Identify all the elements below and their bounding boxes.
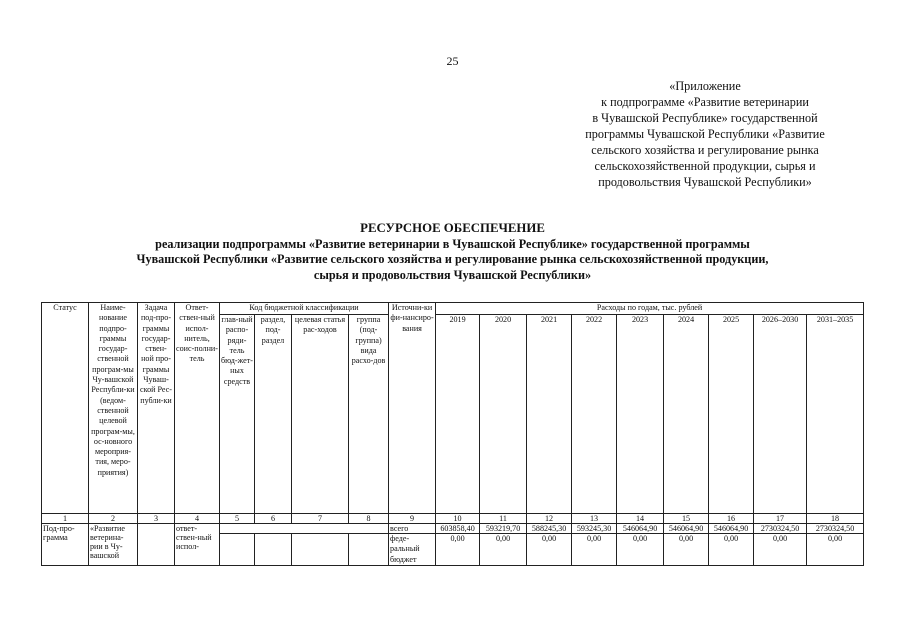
header-year: 2023 — [617, 315, 664, 514]
header-year: 2025 — [709, 315, 754, 514]
header-budget-code: Код бюджетной классификации — [220, 303, 389, 315]
column-number: 12 — [527, 514, 572, 524]
row-value: 593245,30 — [572, 524, 617, 534]
title-line: реализации подпрограммы «Развитие ветеринарии в Чувашской Республике» государственной программы — [155, 236, 750, 251]
column-number: 11 — [480, 514, 527, 524]
row-value: 0,00 — [664, 534, 709, 566]
appendix-line: программы Чувашской Республики «Развитие — [585, 127, 825, 141]
row-value: 0,00 — [807, 534, 864, 566]
row-source: всего — [389, 524, 436, 534]
row-value: 0,00 — [754, 534, 807, 566]
row-value: 2730324,50 — [754, 524, 807, 534]
column-number: 13 — [572, 514, 617, 524]
header-code-section: раздел, под-раздел — [255, 315, 292, 514]
header-year: 2031–2035 — [807, 315, 864, 514]
column-number: 17 — [754, 514, 807, 524]
header-year: 2020 — [480, 315, 527, 514]
column-number: 16 — [709, 514, 754, 524]
column-number: 4 — [175, 514, 220, 524]
row-value: 546064,90 — [709, 524, 754, 534]
column-number: 14 — [617, 514, 664, 524]
row-value: 0,00 — [617, 534, 664, 566]
column-number: 1 — [42, 514, 89, 524]
title-line: сырья и продовольствия Чувашской Республики» — [313, 267, 592, 282]
row-value: 0,00 — [709, 534, 754, 566]
document-title — [0, 221, 905, 283]
row-code-empty — [220, 524, 389, 534]
row-status: Под-про-грамма — [42, 524, 89, 566]
header-code-expense-group: группа (под-группа) вида расхо-дов — [349, 315, 389, 514]
column-number-row — [42, 514, 864, 524]
table-row — [42, 524, 864, 534]
row-value: 0,00 — [572, 534, 617, 566]
appendix-line: к подпрограмме «Развитие ветеринарии — [601, 95, 809, 109]
header-year: 2026–2030 — [754, 315, 807, 514]
column-number: 18 — [807, 514, 864, 524]
appendix-line: в Чувашской Республике» государственной — [592, 111, 818, 125]
row-responsible: ответ-ствен-ный испол- — [175, 524, 220, 566]
header-year: 2024 — [664, 315, 709, 514]
header-year: 2022 — [572, 315, 617, 514]
row-source: феде-ральный бюджет — [389, 534, 436, 566]
column-number: 5 — [220, 514, 255, 524]
row-code-cell — [220, 534, 255, 566]
row-value: 0,00 — [527, 534, 572, 566]
row-value: 603858,40 — [436, 524, 480, 534]
row-value: 546064,90 — [664, 524, 709, 534]
resource-table — [41, 302, 864, 566]
row-value: 0,00 — [436, 534, 480, 566]
row-value: 0,00 — [480, 534, 527, 566]
appendix-line: сельского хозяйства и регулирование рынка — [591, 143, 819, 157]
header-status: Статус — [42, 303, 89, 514]
column-number: 7 — [292, 514, 349, 524]
row-code-cell — [255, 534, 292, 566]
row-value: 546064,90 — [617, 524, 664, 534]
column-number: 6 — [255, 514, 292, 524]
row-value: 588245,30 — [527, 524, 572, 534]
appendix-line: «Приложение — [669, 79, 741, 93]
row-value: 2730324,50 — [807, 524, 864, 534]
header-year: 2019 — [436, 315, 480, 514]
header-name: Наиме-нование подпро-граммы государ-ственной програм-мы Чу-вашской Республи-ки (ведом-ственной целевой програм-мы, ос-новного мероприя-тия, меро-приятия) — [89, 303, 138, 514]
row-value: 593219,70 — [480, 524, 527, 534]
appendix-note — [540, 78, 870, 190]
header-code-target-article: целевая статья рас-ходов — [292, 315, 349, 514]
header-task: Задача под-про-граммы государ-ствен-ной про-граммы Чуваш-ской Рес-публи-ки — [138, 303, 175, 514]
column-number: 9 — [389, 514, 436, 524]
column-number: 10 — [436, 514, 480, 524]
header-sources: Источни-ки фи-нансиро-вания — [389, 303, 436, 514]
appendix-line: продовольствия Чувашской Республики» — [598, 175, 812, 189]
row-name: «Развитие ветерина-рии в Чу-вашской — [89, 524, 138, 566]
column-number: 3 — [138, 514, 175, 524]
appendix-line: сельскохозяйственной продукции, сырья и — [594, 159, 816, 173]
header-code-main-manager: глав-ный распо-ряди-тель бюд-жет-ных средств — [220, 315, 255, 514]
header-year: 2021 — [527, 315, 572, 514]
row-code-cell — [292, 534, 349, 566]
header-responsible: Ответ-ствен-ный испол-нитель, соис-полни-тель — [175, 303, 220, 514]
row-task — [138, 524, 175, 566]
header-expenses: Расходы по годам, тыс. рублей — [436, 303, 864, 315]
title-line: Чувашской Республики «Развитие сельского хозяйства и регулирование рынка сельскохозяйственной продукции, — [136, 252, 769, 266]
column-number: 8 — [349, 514, 389, 524]
title-main: РЕСУРСНОЕ ОБЕСПЕЧЕНИЕ — [360, 221, 545, 235]
page-number: 25 — [446, 54, 459, 68]
column-number: 15 — [664, 514, 709, 524]
column-number: 2 — [89, 514, 138, 524]
row-code-cell — [349, 534, 389, 566]
